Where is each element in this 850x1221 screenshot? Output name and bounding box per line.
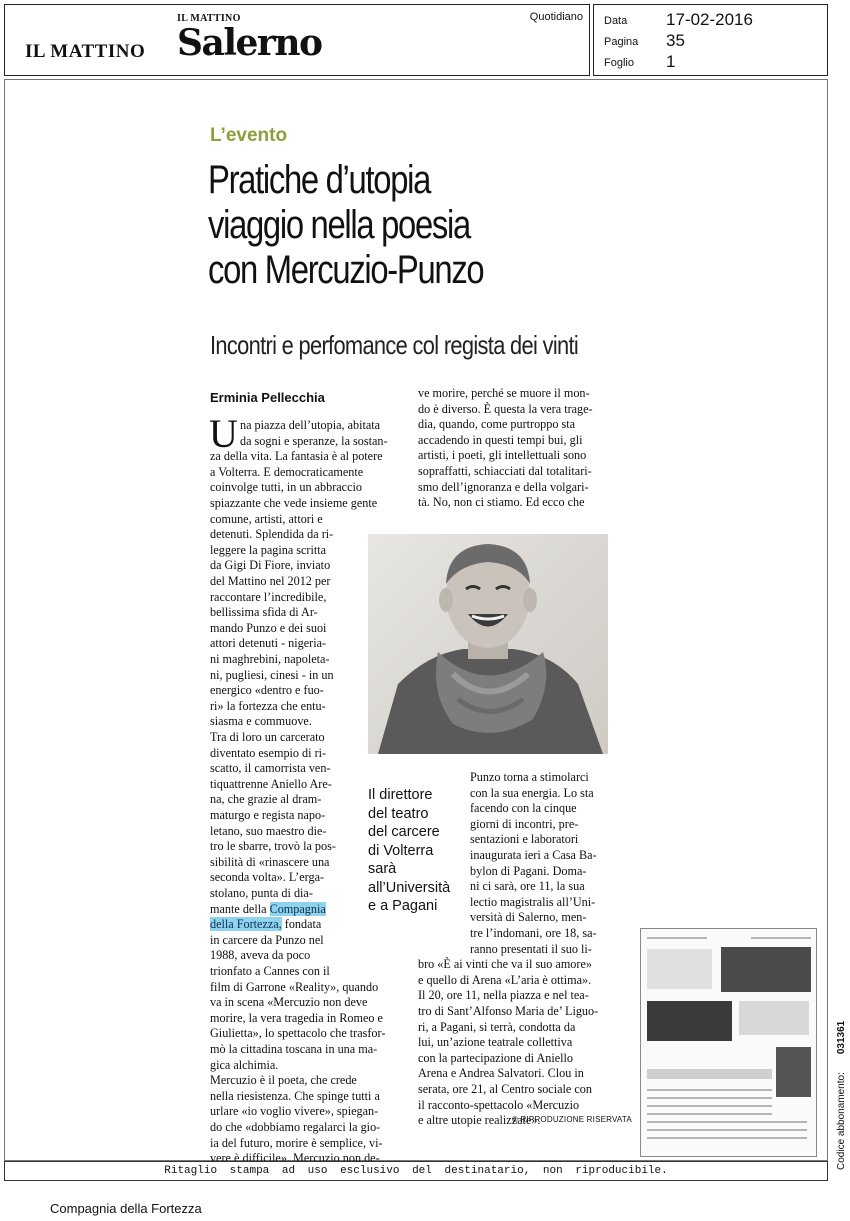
body-text-line: 1988, aveva da poco xyxy=(210,948,311,963)
body-text-line: energico «dentro e fuo- xyxy=(210,683,324,698)
body-text-line: nella riesistenza. Che spinge tutti a xyxy=(210,1088,380,1103)
body-text-line: lui, un’azione teatrale collettiva xyxy=(418,1035,573,1050)
body-text-line: Mercuzio è il poeta, che crede xyxy=(210,1073,357,1088)
article-headline xyxy=(208,158,552,293)
author-photo xyxy=(368,534,608,754)
body-text-line: comune, artisti, attori e xyxy=(210,511,323,526)
body-text-line: do è diverso. È questa la vera trage- xyxy=(418,401,593,416)
body-text-line: spiazzante che vede insieme gente xyxy=(210,496,378,510)
body-text-line: film di Garrone «Reality», quando xyxy=(210,979,379,994)
body-text-line: e quello di Arena «L’aria è ottima». xyxy=(418,972,592,987)
body-text-line: il racconto-spettacolo «Mercuzio xyxy=(418,1097,580,1112)
search-highlight: Compagnia xyxy=(269,901,326,916)
body-text-line: accadendo in questi tempi bui, gli xyxy=(418,432,583,447)
headline-line: Pratiche d’utopia xyxy=(208,158,431,202)
body-text-line: detenuti. Splendida da ri- xyxy=(210,527,334,542)
body-text-line: leggere la pagina scritta xyxy=(210,542,327,557)
body-text-line: e altre utopie realizzate». xyxy=(418,1113,541,1128)
body-text-line: da sogni e speranze, la sostan- xyxy=(240,433,388,448)
body-text-line: trionfato a Cannes con il xyxy=(210,964,330,978)
masthead-edition: Salerno xyxy=(177,22,322,64)
body-text-line: ni ci sarà, ore 11, la sua xyxy=(470,879,585,894)
body-text-line: ranno presentati il suo li- xyxy=(470,941,592,956)
body-text-line: urlare «io voglio vivere», spiegan- xyxy=(210,1104,379,1119)
meta-value: 1 xyxy=(666,52,676,71)
meta-value: 17-02-2016 xyxy=(666,10,753,29)
body-text-line: ni, pugliesi, cinesi - in un xyxy=(210,667,334,682)
article-byline: Erminia Pellecchia xyxy=(210,390,325,405)
body-text-line: a Volterra. E democraticamente xyxy=(210,464,364,479)
body-text-line: Punzo torna a stimolarci xyxy=(470,770,589,784)
meta-label: Data xyxy=(604,15,628,27)
body-text-line: siasma e commuove. xyxy=(210,714,312,729)
body-text-line: raccontare l’incredibile, xyxy=(210,589,327,604)
body-text-line: tro le sbarre, trovò la pos- xyxy=(210,839,336,854)
caption-line: del teatro xyxy=(368,805,429,822)
caption-line: del carcere xyxy=(368,824,440,840)
headline-line: con Mercuzio-Punzo xyxy=(208,248,484,292)
caption-line: sarà xyxy=(368,861,397,877)
body-text-fragment: fondata xyxy=(281,917,322,932)
body-text-line: mò la cittadina toscana in una ma- xyxy=(210,1042,378,1056)
body-text-line: lectio magistralis all’Uni- xyxy=(470,894,596,909)
article-subhead: Incontri e perfomance col regista dei vinti xyxy=(210,330,579,360)
masthead-logo: IL MATTINO xyxy=(25,41,146,62)
body-text-line: tà. No, non ci stiamo. Ed ecco che xyxy=(418,495,585,510)
body-text-line: mando Punzo e dei suoi xyxy=(210,620,327,635)
body-text-line: mante della Compagnia xyxy=(210,901,326,916)
body-text-line: con la partecipazione di Aniello xyxy=(418,1050,573,1065)
body-text-line: tiquattrenne Aniello Are- xyxy=(210,776,332,791)
body-text-line: tro di Sant’Alfonso Maria de’ Liguo- xyxy=(418,1004,599,1018)
caption-line: e a Pagani xyxy=(368,898,438,914)
body-text-line: seconda volta». L’erga- xyxy=(210,870,325,885)
search-highlight: della Fortezza, xyxy=(210,917,282,932)
body-text-line: sopraffatti, schiacciati dal totalitari- xyxy=(418,464,592,478)
article-dropcap: U xyxy=(209,411,238,456)
body-text-line: facendo con la cinque xyxy=(470,801,577,816)
body-text-line: Il 20, ore 11, nella piazza e nel tea- xyxy=(418,988,589,1003)
meta-value: 35 xyxy=(666,31,685,50)
body-text-line: morire, la vera tragedia in Romeo e xyxy=(210,1010,383,1025)
subscription-code-label: Codice abbonamento: xyxy=(836,1072,847,1170)
body-text-line: coinvolge tutti, in un abbraccio xyxy=(210,480,362,495)
body-text-line: da Gigi Di Fiore, inviato xyxy=(210,558,331,573)
body-text-line: smo dell’ignoranza e della volgari- xyxy=(418,479,589,494)
caption-line: di Volterra xyxy=(368,842,434,859)
body-text-line: inaugurata ieri a Casa Ba- xyxy=(470,848,597,862)
meta-box xyxy=(593,4,828,76)
body-text-line: ni maghrebini, napoleta- xyxy=(210,652,330,666)
masthead-box xyxy=(4,4,590,76)
photo-caption xyxy=(368,786,468,916)
body-text-line: letano, suo maestro die- xyxy=(210,823,327,838)
masthead-logo-small: IL MATTINO xyxy=(177,13,241,24)
headline-line: viaggio nella poesia xyxy=(208,203,470,247)
body-text-line: Giulietta», lo spettacolo che trasfor- xyxy=(210,1026,386,1041)
body-text-line: attori detenuti - nigeria- xyxy=(210,636,327,651)
caption-line: all’Università xyxy=(368,879,451,896)
body-text-line: stolano, punta di dia- xyxy=(210,886,313,900)
caption-line: Il direttore xyxy=(368,787,433,803)
body-text-line: bellissima sfida di Ar- xyxy=(210,605,318,620)
body-text-line: con la sua energia. Lo sta xyxy=(470,785,594,800)
body-text-line: ia del futuro, morire è semplice, vi- xyxy=(210,1135,383,1150)
body-text-line: va in scena «Mercuzio non deve xyxy=(210,995,368,1010)
body-text-line: ve morire, perché se muore il mon- xyxy=(418,386,590,400)
body-text-line: sibilità di «rinascere una xyxy=(210,854,330,869)
body-text-line: vere è difficile». Mercuzio non de- xyxy=(210,1151,380,1166)
body-text-line: dia, quando, come purtroppo sta xyxy=(418,417,576,432)
body-text-line: Tra di loro un carcerato xyxy=(210,730,325,744)
body-text-line: Arena e Andrea Salvatori. Clou in xyxy=(418,1066,584,1081)
body-text-line: versità di Salerno, men- xyxy=(470,910,587,925)
body-text-line: za della vita. La fantasia è al potere xyxy=(210,449,383,464)
body-text-line: artisti, i poeti, gli intellettuali sono xyxy=(418,448,587,463)
body-text-line: gica alchimia. xyxy=(210,1057,279,1072)
body-text-line: ri» la fortezza che entu- xyxy=(210,698,326,713)
subscription-code-value: 031361 xyxy=(836,1020,847,1055)
body-text-line: giorni di incontri, pre- xyxy=(470,816,579,831)
body-text-line xyxy=(210,917,321,933)
publication-type: Quotidiano xyxy=(529,11,583,23)
reproduction-notice: Ritaglio stampa ad uso esclusivo del destinatario, non riproducibile. xyxy=(4,1161,828,1181)
clip-label: Compagnia della Fortezza xyxy=(50,1201,202,1216)
body-text-line: tre l’indomani, ore 18, sa- xyxy=(470,926,597,940)
body-text-line: ri, a Pagani, si terrà, condotta da xyxy=(418,1019,576,1034)
body-text-line: in carcere da Punzo nel xyxy=(210,932,324,947)
body-text-line: scatto, il camorrista ven- xyxy=(210,761,331,776)
article-kicker: L’evento xyxy=(210,125,288,146)
body-text-line: serata, ore 21, al Centro sociale con xyxy=(418,1082,592,1096)
body-text-line: bylon di Pagani. Doma- xyxy=(470,863,587,878)
body-text-line: del Mattino nel 2012 per xyxy=(210,574,331,588)
meta-label: Pagina xyxy=(604,36,639,48)
body-text-line: bro «È ai vinti che va il suo amore» xyxy=(418,957,592,972)
body-text-line: na, che grazie al dram- xyxy=(210,792,322,807)
copyright-notice: © RIPRODUZIONE RISERVATA xyxy=(512,1115,632,1124)
subscription-code xyxy=(836,1021,847,1170)
page-thumbnail xyxy=(640,928,817,1157)
body-text-line: sentazioni e laboratori xyxy=(470,832,579,847)
body-text-line: maturgo e regista napo- xyxy=(210,808,326,822)
meta-label: Foglio xyxy=(604,57,634,69)
body-text-line: na piazza dell’utopia, abitata xyxy=(240,418,381,432)
body-text-line: diventato esempio di ri- xyxy=(210,745,327,760)
body-text-line: do che «dobbiamo regalarci la gio- xyxy=(210,1120,381,1134)
portrait-illustration xyxy=(368,534,608,754)
